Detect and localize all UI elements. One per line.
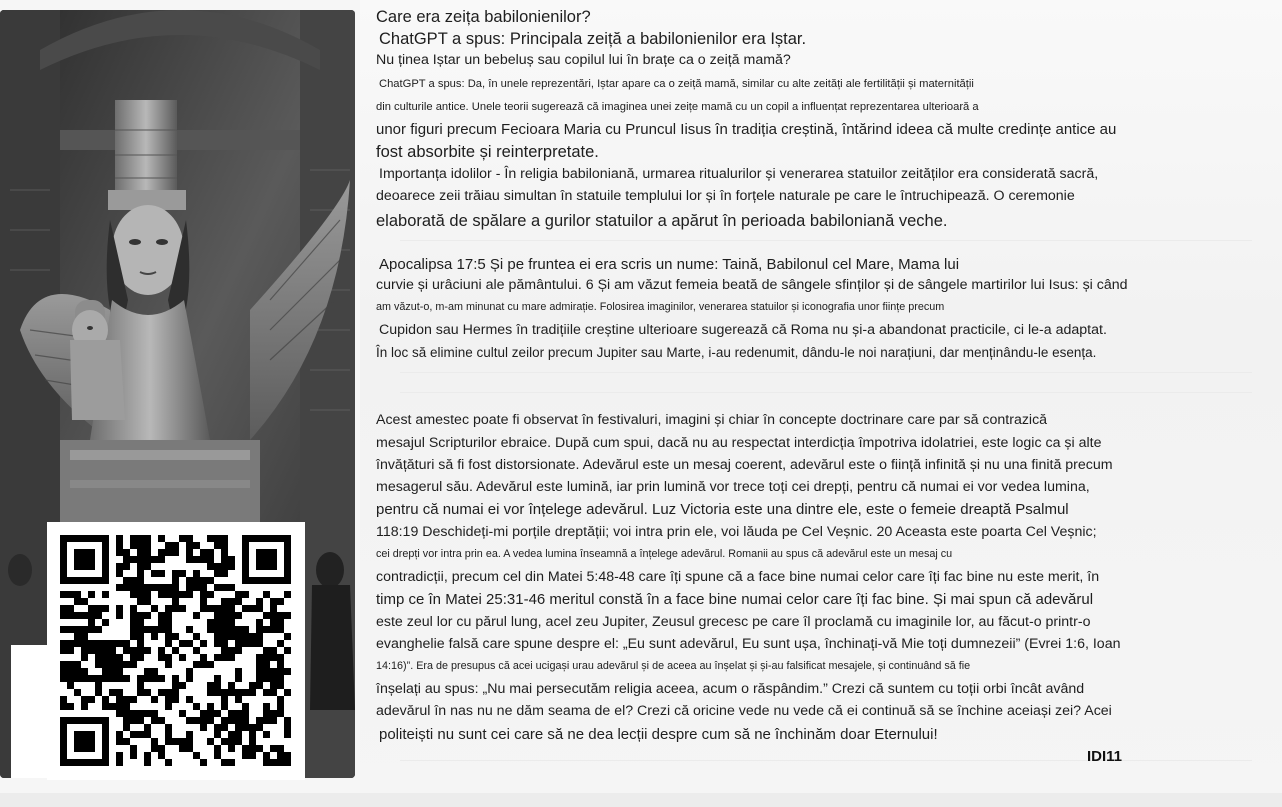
text-line: elaborată de spălare a gurilor statuilor a apărut în perioada babiloniană veche. [376,212,948,230]
text-line: fost absorbite și reinterpretate. [376,143,599,161]
text-line: ChatGPT a spus: Da, în unele reprezentări, Iștar apare ca o zeiță mamă, similar cu alte zeități ale fertilității și maternității [379,78,974,90]
text-line: ChatGPT a spus: Principala zeiță a babilonienilor era Iștar. [379,30,807,48]
text-line: din culturile antice. Unele teorii sugerează că imaginea unei zeițe mamă cu un copil a influențat reprezentarea ulterioară a [376,101,979,113]
text-line: curvie și urâciuni ale pământului. 6 Și am văzut femeia beată de sângele sfinților și de sângele martirilor lui Isus: și când [376,277,1128,293]
text-line: Cupidon sau Hermes în tradițiile creștine ulterioare sugerează că Roma nu și-a abandonat practicile, ci le-a adaptat. [379,322,1107,338]
text-line: 118:19 Deschideți-mi porțile dreptății; voi intra prin ele, voi lăuda pe Cel Veșnic. 20 Aceasta este poarta Cel Veșnic; [376,524,1097,540]
document-tag: IDI11 [1087,748,1123,765]
text-line: am văzut-o, m-am minunat cu mare admirație. Folosirea imaginilor, venerarea statuilor și iconografia unor ființe precum [376,301,945,313]
text-line: Acest amestec poate fi observat în festivaluri, imagini și chiar în concepte doctrinare care par să contrazică [376,412,1048,428]
text-line: politeiști nu sunt cei care să ne dea lecții despre cum să ne închinăm doar Eternului! [379,726,938,743]
text-line: înșelați au spus: „Nu mai persecutăm religia aceea, acum o răspândim.” Crezi că suntem cu toții orbi încât având [376,681,1085,697]
text-line: În loc să elimine cultul zeilor precum Jupiter sau Marte, i-au redenumit, dându-le noi narațiuni, dar menținându-le esența. [376,345,1097,360]
text-line: timp ce în Matei 25:31-46 meritul constă în a face bine numai celor care îți fac bine. Și mai spun că adevărul [376,591,1094,608]
text-line: unor figuri precum Fecioara Maria cu Pruncul Iisus în tradiția creștină, întărind ideea că multe credințe antice au [376,121,1117,138]
text-line: învățături să fi fost distorsionate. Adevărul este un mesaj coerent, adevărul este o ființă infinită și nu una finită precum [376,457,1113,473]
qr-code-icon[interactable] [47,522,305,780]
text-line: cei drepți vor intra prin ea. A vedea lumina înseamnă a înțelege adevărul. Romanii au spus că adevărul este un mesaj cu [376,548,953,560]
text-line: este zeul lor cu părul lung, acel zeu Jupiter, Zeusul grecesc pe care îl proclamă cu imaginile lor, au făcut-o printr-o [376,614,1091,630]
text-line: Care era zeița babilonienilor? [376,8,591,26]
text-line: mesajul Scripturilor ebraice. După cum spui, dacă nu au respectat interdicția împotriva idolatriei, este logic ca și alte [376,435,1102,451]
text-line: deoarece zeii trăiau simultan în statuile templului lor și în forțele naturale pe care le întruchipează. O ceremonie [376,188,1075,204]
text-line: adevărul în nas nu ne dăm seama de el? Crezi că oricine vede nu vede că ei continuă să se închine aceiași zei? Acei [376,703,1112,719]
text-line: Apocalipsa 17:5 Și pe fruntea ei era scris un nume: Taină, Babilonul cel Mare, Mama lui [379,256,960,273]
text-line: evanghelie falsă care spune despre el: „Eu sunt adevărul, Eu sunt ușa, închinați-vă Mie toți dumnezeii” (Evrei 1:6, Ioan [376,636,1121,652]
text-line: contradicții, precum cel din Matei 5:48-48 care îți spune că a face bine numai celor care îți fac bine nu este merit, în [376,569,1100,585]
text-line: 14:16)”. Era de presupus că acei ucigași urau adevărul și de aceea au înșelat și și-au falsificat mesajele, și continuând să fie [376,660,971,672]
text-line: Importanța idolilor - În religia babiloniană, urmarea ritualurilor și venerarea statuilor zeităților era considerată sacră, [379,166,1099,182]
text-line: pentru că numai ei vor înțelege adevărul. Luz Victoria este una dintre ele, este o femeie dreaptă Psalmul [376,501,1069,518]
text-line: Nu ținea Iștar un bebeluș sau copilul lui în brațe ca o zeiță mamă? [376,52,791,68]
bottom-bar [0,793,1282,807]
text-line: mesagerul său. Adevărul este lumină, iar prin lumină vor trece toți cei drepți, pentru că numai ei vor vedea lumina, [376,479,1090,495]
